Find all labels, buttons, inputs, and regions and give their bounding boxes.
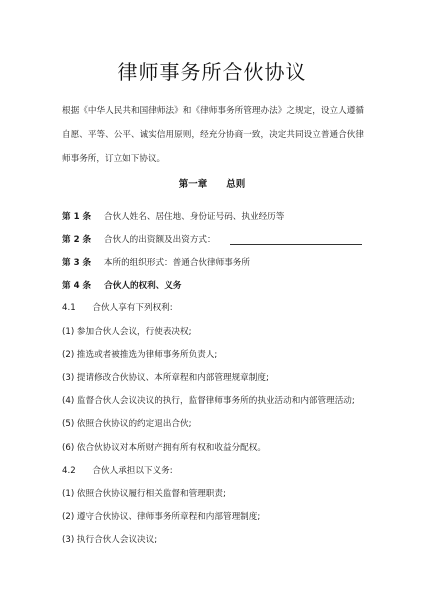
article-text: 合伙人姓名、居住地、身份证号码、执业经历等 [103,212,285,222]
article-number: 第 1 条 [62,212,92,222]
chapter-heading: 第一章 总则 [178,179,246,190]
duties-item: (3) 执行合伙人会议决议; [62,535,158,545]
rights-item: (6) 依合伙协议对本所财产拥有所有权和收益分配权。 [62,443,266,453]
article-3 [62,256,250,268]
article-text: 合伙人的出资额及出资方式： [103,235,216,245]
rights-item: (5) 依照合伙协议的约定退出合伙; [62,419,192,429]
article-2 [62,233,362,245]
rights-item: (2) 推选或者被推选为律师事务所负责人; [62,350,218,360]
duties-item: (2) 遵守合伙协议、律师事务所章程和内部管理制度; [62,512,261,522]
rights-item: (1) 参加合伙人会议，行使表决权; [62,327,192,337]
section-number: 4.1 [62,303,76,313]
article-number: 第 3 条 [62,258,92,268]
fill-in-blank-line [230,234,362,245]
article-text: 合伙人的权利、义务 [104,281,182,291]
article-number: 第 2 条 [62,235,92,245]
rights-item: (4) 监督合伙人会议决议的执行，监督律师事务所的执业活动和内部管理活动; [62,396,355,406]
section-4-1 [62,301,173,313]
article-number: 第 4 条 [62,281,92,291]
section-number: 4.2 [62,466,76,476]
duties-item: (1) 依照合伙协议履行相关监督和管理职责; [62,489,226,499]
section-text: 合伙人承担以下义务: [92,466,173,476]
section-4-2 [62,464,173,476]
article-text: 本所的组织形式：普通合伙律师事务所 [103,258,250,268]
section-text: 合伙人享有下列权利: [92,303,173,313]
intro-paragraph: 根据《中华人民共和国律师法》和《律师事务所管理办法》之规定，设立人遵循自愿、平等、公平、诚实信用原则，经充分协商一致，决定共同设立普通合伙律师事务所，订立如下协议。 [62,106,364,164]
article-4 [62,279,182,291]
document-title: 律师事务所合伙协议 [117,60,307,84]
article-1 [62,210,284,222]
rights-item: (3) 提请修改合伙协议、本所章程和内部管理规章制度; [62,373,269,383]
